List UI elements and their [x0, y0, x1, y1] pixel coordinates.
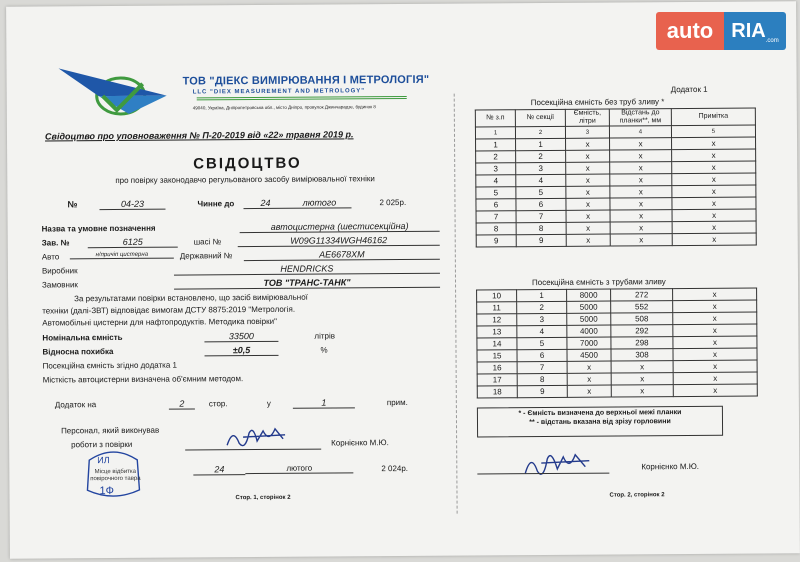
table-cell: х	[610, 234, 672, 246]
company-logo-icon	[59, 65, 199, 126]
table-cell: х	[672, 173, 756, 186]
appendix-staff-name: Корнієнко М.Ю.	[641, 461, 700, 472]
header-cell: № з.п	[475, 110, 515, 127]
table-cell: 8	[517, 373, 567, 385]
table-cell: 10	[477, 290, 517, 302]
date-day: 24	[193, 464, 245, 475]
table-cell: 292	[611, 325, 673, 337]
table-cell: 2	[517, 301, 567, 313]
watermark-ria-text: RIA	[731, 20, 766, 42]
appendix-title: Додаток 1	[670, 84, 708, 95]
table1-caption: Посекційна ємність без труб зливу *	[530, 97, 665, 108]
watermark-ria	[724, 12, 786, 50]
table-cell: х	[673, 312, 757, 325]
watermark-sub: .com	[765, 38, 779, 44]
company-name-en: LLC "DIEX MEASUREMENT AND METROLOGY"	[192, 88, 366, 96]
table-cell: 3	[516, 162, 566, 174]
table-cell: х	[566, 150, 610, 162]
table-cell: 3	[476, 163, 516, 175]
table-cell: х	[611, 361, 673, 373]
valid-day: 24	[243, 198, 287, 209]
customer-value: ТОВ "ТРАНС-ТАНК"	[174, 277, 440, 290]
signature-icon	[519, 447, 599, 484]
maker-value: HENDRICKS	[174, 263, 440, 276]
number-cell: 1	[475, 127, 515, 139]
table-cell: 5	[517, 337, 567, 349]
error-label: Відносна похибка	[42, 347, 114, 357]
plate-label: Державний №	[179, 251, 233, 261]
table-cell: х	[610, 162, 672, 174]
table-cell: 5000	[567, 313, 611, 325]
stamp-text: Місце відбитка повірочного тавра	[90, 468, 141, 483]
table-cell: 13	[477, 326, 517, 338]
nominal-label: Номінальна ємність	[42, 332, 123, 343]
staff-line-1: Персонал, який виконував	[61, 425, 160, 436]
table-cell: 7	[516, 210, 566, 222]
table-cell: 3	[517, 313, 567, 325]
table-cell: 8	[516, 222, 566, 234]
note-1: * - Ємність визначена до верхньої межі планки	[518, 409, 682, 418]
page-1-label: Стор. 1, сторінок 2	[235, 494, 291, 502]
table-cell: х	[566, 186, 610, 198]
table-cell: х	[673, 384, 757, 397]
table-cell: х	[610, 138, 672, 150]
staff-line-2: роботи з повірки	[71, 439, 133, 450]
body-line-2: техніки (далі-ЗВТ) відповідає вимогам ДСТУ 8875:2019 "Метрологія.	[42, 304, 296, 316]
header-cell: Відстань до планки**, мм	[609, 109, 671, 126]
table-cell: 298	[611, 337, 673, 349]
table-header-row	[475, 108, 755, 127]
table-cell: 1	[516, 138, 566, 150]
svg-text:1Ф: 1Ф	[99, 485, 114, 498]
table-cell: 5000	[567, 301, 611, 313]
staff-name: Корнієнко М.Ю.	[331, 438, 389, 448]
body-line-1: За результатами повірки встановлено, що засіб вимірювальної	[74, 292, 308, 304]
table-cell: х	[610, 150, 672, 162]
table-cell: 15	[477, 350, 517, 362]
auto-value: н/причіп цистерна	[70, 252, 174, 260]
chassis-value: W09G11334WGH46162	[238, 235, 440, 247]
number-cell: 2	[515, 126, 565, 138]
table-cell: 9	[476, 235, 516, 247]
table2-caption: Посекційна ємність з трубами зливу	[531, 277, 666, 288]
date-year: 2 024р.	[381, 463, 409, 474]
certificate-number: 04-23	[99, 199, 165, 210]
table-cell: 2	[476, 151, 516, 163]
table-cell: 5	[516, 186, 566, 198]
table-cell: х	[610, 222, 672, 234]
page-2-label: Стор. 2, сторінок 2	[609, 492, 665, 499]
table-cell: 18	[477, 386, 517, 398]
table-cell: 9	[516, 234, 566, 246]
table-cell: 4000	[567, 325, 611, 337]
note-2: ** - відстань вказана від зрізу горловини	[529, 418, 671, 427]
table-cell: х	[672, 161, 756, 174]
table-cell: 6	[476, 199, 516, 211]
table-cell: 4	[476, 175, 516, 187]
table-cell: 12	[477, 314, 517, 326]
table-cell: х	[566, 198, 610, 210]
table-cell: 11	[477, 302, 517, 314]
table-row	[476, 233, 756, 247]
company-address: 49040, Україна, Дніпропетровська обл., місто Дніпро, провулок Джинчарадзе, будинок 8	[192, 104, 376, 111]
date-month: лютого	[245, 463, 353, 474]
table-cell: 6	[516, 198, 566, 210]
table-cell: х	[672, 209, 756, 222]
table-cell: 1	[517, 289, 567, 301]
table-cell: 4	[517, 325, 567, 337]
table-cell: х	[673, 324, 757, 337]
plate-value: AE6678XM	[244, 249, 440, 261]
table-cell: 9	[517, 385, 567, 397]
page-divider	[454, 94, 458, 514]
table-cell: 272	[611, 289, 673, 301]
error-unit: %	[320, 345, 328, 355]
number-cell: 4	[609, 126, 671, 138]
table-cell: х	[611, 385, 673, 397]
valid-until-label: Чинне до	[197, 199, 235, 209]
header-cell: Ємність, літри	[565, 109, 609, 126]
chassis-label: шасі №	[193, 237, 222, 247]
table-cell: х	[672, 185, 756, 198]
table-cell: 552	[611, 301, 673, 313]
table-cell: 7	[476, 211, 516, 223]
table-cell: 17	[477, 374, 517, 386]
table-cell: 1	[476, 139, 516, 151]
in-label: у	[266, 398, 271, 408]
valid-year: 2 025р.	[379, 197, 407, 208]
certificate-sheet	[6, 1, 800, 559]
error-value: ±0,5	[204, 345, 278, 357]
table-cell: х	[673, 372, 757, 385]
section-table-2	[476, 288, 758, 399]
table-cell: х	[566, 174, 610, 186]
nominal-value: 33500	[204, 331, 278, 343]
table-cell: х	[673, 348, 757, 361]
table-cell: х	[566, 234, 610, 246]
header-cell: № секції	[515, 109, 565, 126]
table-cell: х	[566, 210, 610, 222]
table-cell: х	[567, 361, 611, 373]
table-cell: х	[673, 288, 757, 301]
number-cell: 3	[565, 126, 609, 138]
method-line: Місткість автоцистерни визначена об'ємним методом.	[42, 374, 244, 385]
nominal-unit: літрів	[314, 331, 336, 341]
table-cell: х	[672, 137, 756, 150]
certificate-subtitle: про повірку законодавчо регульованого засобу вимірювальної техніки	[115, 174, 375, 186]
table-cell: х	[672, 233, 756, 246]
table-cell: 5	[476, 187, 516, 199]
table-cell: х	[610, 186, 672, 198]
table-cell: 8000	[567, 289, 611, 301]
appendix-label: Додаток на	[54, 400, 97, 410]
valid-month: лютого	[287, 197, 351, 208]
table-cell: 14	[477, 338, 517, 350]
accreditation-line: Свідоцтво про уповноваження № П-20-2019 від «22» травня 2019 р.	[44, 129, 354, 142]
section-table-1	[475, 108, 757, 248]
notes-box	[477, 406, 723, 438]
table-row	[477, 384, 757, 398]
table-2-body	[477, 288, 758, 398]
autoria-watermark	[656, 10, 790, 54]
table-cell: 4500	[567, 349, 611, 361]
table-cell: х	[610, 174, 672, 186]
copies-label: прим.	[386, 397, 408, 408]
body-line-3: Автомобільні цистерни для нафтопродуктів. Методика повірки"	[42, 316, 277, 328]
table-cell: х	[673, 336, 757, 349]
table-cell: х	[672, 149, 756, 162]
appendix-line: Посекційна ємність згідно додатка 1	[42, 360, 177, 371]
name-label: Назва та умовне позначення	[41, 223, 156, 234]
appendix-pages: 2	[169, 398, 195, 409]
table-cell: х	[610, 198, 672, 210]
table-cell: 308	[611, 349, 673, 361]
number-label: №	[67, 199, 78, 210]
table-cell: 4	[516, 174, 566, 186]
table-1-body	[476, 137, 757, 247]
table-cell: х	[566, 162, 610, 174]
certificate-title: СВІДОЦТВО	[193, 154, 302, 173]
table-cell: х	[567, 373, 611, 385]
logo-divider	[197, 96, 407, 100]
table-cell: 7	[517, 361, 567, 373]
table-cell: 7000	[567, 337, 611, 349]
table-cell: х	[611, 373, 673, 385]
svg-text:ИЛ: ИЛ	[97, 455, 110, 466]
copies-value: 1	[293, 397, 355, 408]
table-cell: х	[566, 138, 610, 150]
company-name: ТОВ "ДІЕКС ВИМІРЮВАННЯ І МЕТРОЛОГІЯ"	[182, 73, 430, 88]
table-cell: 8	[476, 223, 516, 235]
customer-label: Замовник	[41, 280, 78, 290]
table-cell: х	[673, 360, 757, 373]
watermark-auto: auto	[656, 12, 724, 50]
header-cell: Примітка	[671, 108, 755, 126]
auto-label: Авто	[41, 252, 60, 262]
table-cell: х	[567, 385, 611, 397]
number-cell: 5	[671, 125, 755, 138]
maker-label: Виробник	[41, 266, 78, 276]
serial-value: 6125	[88, 237, 178, 249]
table-cell: 16	[477, 362, 517, 374]
table-cell: х	[673, 300, 757, 313]
serial-label: Зав. №	[41, 238, 70, 248]
table-cell: х	[672, 197, 756, 210]
table-cell: 6	[517, 349, 567, 361]
name-value: автоцистерна (шестисекційна)	[240, 221, 440, 233]
table-cell: 508	[611, 313, 673, 325]
pages-label: стор.	[208, 399, 228, 409]
table-cell: 2	[516, 150, 566, 162]
table-cell: х	[672, 221, 756, 234]
table-cell: х	[566, 222, 610, 234]
table-cell: х	[610, 210, 672, 222]
